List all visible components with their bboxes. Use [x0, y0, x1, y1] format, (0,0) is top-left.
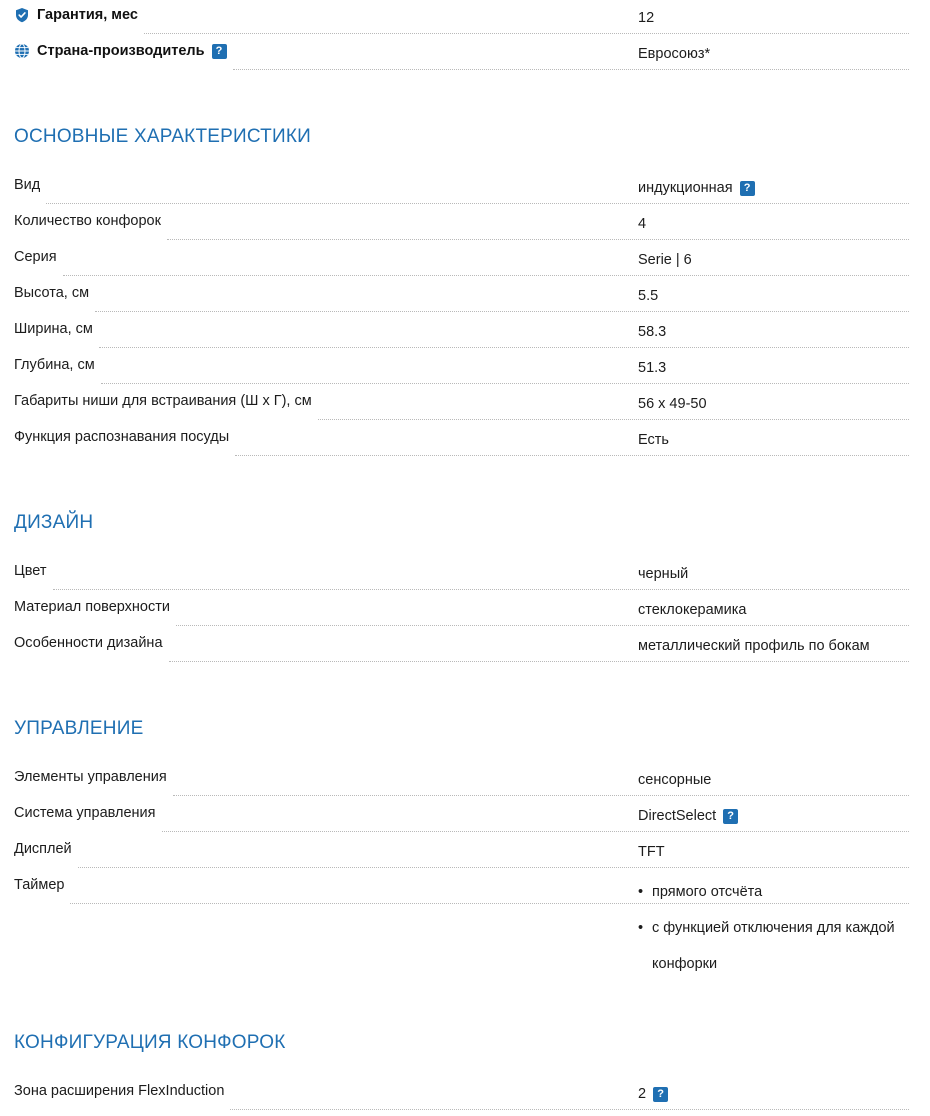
spec-label: Система управления [14, 805, 156, 821]
help-icon[interactable]: ? [723, 809, 738, 824]
spec-value: 58.3 [638, 324, 667, 340]
spec-value-cell [638, 1080, 930, 1105]
section-title: КОНФИГУРАЦИЯ КОНФОРОК [14, 1032, 286, 1053]
spec-row [14, 174, 915, 210]
spec-label: Дисплей [14, 841, 72, 857]
help-icon[interactable]: ? [212, 44, 227, 59]
spec-value: 51.3 [638, 360, 667, 376]
spec-row [14, 282, 915, 318]
spec-value: стеклокерамика [638, 602, 747, 618]
spec-value: 12 [638, 10, 655, 26]
section-burner-configuration [14, 1032, 915, 1116]
spec-value: Serie | 6 [638, 252, 692, 268]
spec-row [14, 318, 915, 354]
spec-value: сенсорные [638, 772, 712, 788]
spec-value-cell [638, 874, 930, 982]
spec-value: DirectSelect [638, 808, 717, 824]
spec-value: индукционная [638, 180, 733, 196]
spec-value-cell [638, 174, 930, 199]
spec-label: Зона расширения FlexInduction [14, 1083, 225, 1099]
top-attributes [14, 0, 915, 76]
spec-row [14, 426, 915, 462]
spec-value: черный [638, 566, 689, 582]
spec-value-cell [638, 802, 930, 827]
spec-row [14, 390, 915, 426]
spec-label: Серия [14, 249, 57, 265]
spec-row [14, 560, 915, 596]
spec-label: Таймер [14, 877, 65, 893]
spec-label: Гарантия, мес [37, 7, 138, 23]
spec-label: Количество конфорок [14, 213, 161, 229]
spec-row-timer [14, 874, 915, 982]
spec-value: 2 [638, 1086, 647, 1102]
spec-label: Высота, см [14, 285, 90, 301]
spec-row [14, 210, 915, 246]
spec-row [14, 802, 915, 838]
section-design [14, 512, 915, 668]
spec-row [14, 354, 915, 390]
spec-label: Элементы управления [14, 769, 167, 785]
spec-label: Особенности дизайна [14, 635, 163, 651]
help-icon[interactable]: ? [740, 181, 755, 196]
spec-label: Габариты ниши для встраивания (Ш х Г), см [14, 393, 312, 409]
spec-value: 5.5 [638, 288, 659, 304]
timer-options-list [638, 874, 930, 982]
shield-icon [14, 7, 30, 23]
spec-value: TFT [638, 844, 665, 860]
spec-label: Страна-производитель [37, 43, 205, 59]
spec-label: Функция распознавания посуды [14, 429, 230, 445]
spec-label: Ширина, см [14, 321, 93, 337]
spec-row [14, 246, 915, 282]
spec-row [14, 838, 915, 874]
spec-value: 56 x 49-50 [638, 396, 707, 412]
spec-value: металлический профиль по бокам [638, 638, 870, 654]
spec-label: Материал поверхности [14, 599, 170, 615]
list-item: • с функцией отключения для каждой конфорки [638, 910, 930, 982]
list-item: • прямого отсчёта [638, 874, 930, 910]
globe-icon [14, 43, 30, 59]
section-main-characteristics [14, 126, 915, 462]
spec-row-warranty [14, 4, 915, 40]
spec-value: Евросоюз* [638, 46, 711, 62]
spec-label: Глубина, см [14, 357, 95, 373]
spec-label: Цвет [14, 563, 47, 579]
help-icon[interactable]: ? [653, 1087, 668, 1102]
spec-row [14, 632, 915, 668]
spec-value: Есть [638, 432, 669, 448]
spec-label: Вид [14, 177, 41, 193]
spec-row-country [14, 40, 915, 76]
spec-row [14, 596, 915, 632]
section-title: УПРАВЛЕНИЕ [14, 718, 144, 739]
section-title: ОСНОВНЫЕ ХАРАКТЕРИСТИКИ [14, 126, 311, 147]
spec-row [14, 766, 915, 802]
section-title: ДИЗАЙН [14, 512, 94, 533]
spec-row [14, 1080, 915, 1116]
spec-value: 4 [638, 216, 647, 232]
section-controls [14, 718, 915, 982]
